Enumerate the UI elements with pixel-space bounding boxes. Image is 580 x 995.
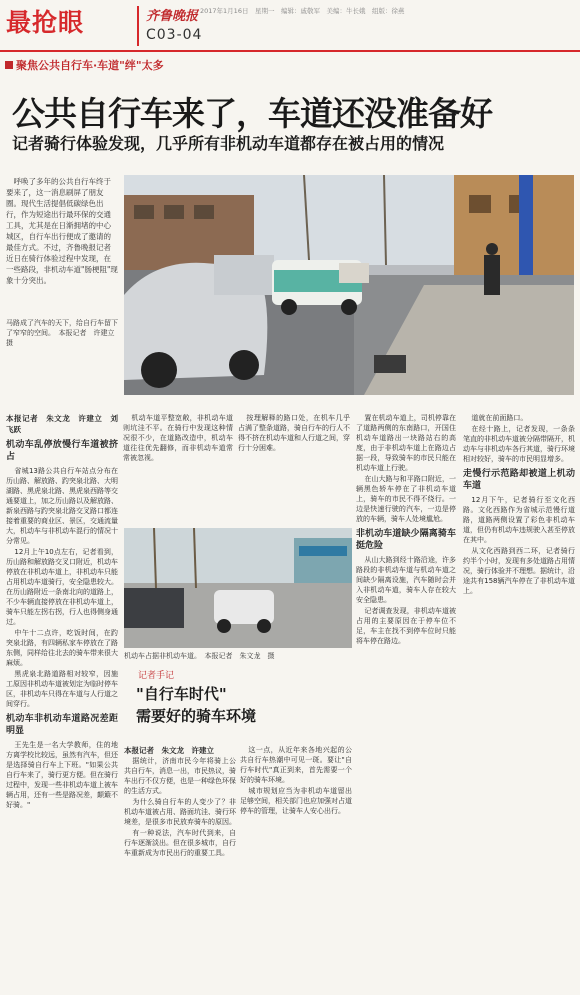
notes-tag: 记者手记	[138, 671, 175, 681]
article-column-5	[463, 413, 575, 993]
street-photo-main	[124, 175, 574, 395]
photo2-caption: 机动车占据非机动车道。 本报记者 朱文龙 摄	[124, 652, 275, 660]
section-title: 最抢眼	[6, 8, 85, 37]
headline: 公共自行车来了，车道还没准备好	[12, 94, 492, 133]
paragraph: 按理解释的路口处，在机车几乎占满了整条道路，骑自行车的行人不得不挤在机动车道和人行道之间，穿行十分困难。	[238, 414, 350, 452]
paragraph: 记者调查发现，非机动车道被占用的主要原因在于停车位不足，车主在找不到停车位时只能将车停在路边。	[356, 607, 456, 645]
notes-title-line1: "自行车时代"	[136, 685, 227, 703]
paragraph: 黑虎泉北路道路相对较窄，因施工原因非机动车道被划定为临时停车区，非机动车只得在车道与人行道之间穿行。	[6, 670, 118, 708]
section4-heading: 走慢行示范路却被道上机动车道	[463, 469, 575, 491]
paragraph: 12月上午10点左右，记者看到，历山路和解放路交叉口附近，机动车停放在非机动车道上，非机动车只能占用机动车道骑行，安全隐患较大。在历山路附近一条南北向的道路上，不少车辆直接停放在非机动车道上，骑车只能左拐右拐，行人也得侧身通过。	[6, 548, 118, 626]
notes-title-line2: 需要好的骑车环境	[136, 707, 257, 725]
street-photo-secondary	[124, 528, 352, 648]
paragraph: 从山大路到经十路沿途，许多路段的非机动车道与机动车道之间缺少隔离设施，汽车随时会并入非机动车道，骑车人存在较大安全隐患。	[356, 556, 456, 604]
section2-heading: 机动车非机动车道路况差距明显	[6, 714, 118, 736]
topic-line	[5, 57, 164, 73]
paragraph: 中午十二点许，吃饭时间，在趵突泉北路，有四辆私家车停放在了路东侧，同样给往北去的骑车带来很大麻烦。	[6, 629, 118, 667]
paragraph: 道就在前面路口。	[471, 414, 528, 422]
header-divider	[137, 6, 139, 46]
section3-heading: 非机动车道缺少隔离骑车挺危险	[356, 529, 456, 551]
article-column-3	[238, 413, 350, 523]
notes-column-1	[124, 745, 236, 993]
paragraph: 有一种说法，汽车时代到来，自行车逐渐淡出。但在很多城市，自行车重新成为市民出行的重要工具。	[124, 829, 236, 857]
paragraph: 为什么骑自行车的人变少了？非机动车道被占用、路面坑洼、骑行环境差，是很多市民放弃骑车的原因。	[124, 798, 236, 826]
paragraph: 从文化西路到西二环，记者骑行约半个小时，发现有多处道路占用情况，骑行体验并不理想。据统计，沿途共有158辆汽车停在了非机动车道上。	[463, 547, 575, 595]
paragraph: 省城13路公共自行车站点分布在历山路、解放路、趵突泉北路、大明湖路、黑虎泉北路、黑虎泉西路等交通要道上，加之历山路以及解放路、新泉西路与趵突泉北路交叉路口都连接着重要的商业区、景区，交通流量大，机动车与非机动车混行的情况十分常见。	[6, 467, 118, 545]
paragraph: 机动车道平整宽敞，非机动车道则坑洼不平。在骑行中发现这种情况很不少，在道路改造中，机动车道往往优先翻修，而非机动车道常常被忽视。	[123, 414, 233, 462]
lead-paragraph	[6, 176, 122, 412]
paragraph: 据统计，济南市民今年将骑上公共自行车，消息一出，市民热议，骑车出行不仅方便，也是一种绿色环保的生活方式。	[124, 757, 236, 795]
paragraph: 12月下午，记者骑行至文化西路。文化西路作为省城示范慢行道路，道路两侧设置了彩色非机动车道，但仍有机动车违规驶入甚至停放在其中。	[463, 496, 575, 544]
paragraph: 在经十路上，记者发现，一条条笔直的非机动车道被分隔带隔开，机动车与非机动车各行其道，骑行环境相对较好，骑车的市民明显增多。	[463, 425, 575, 463]
deck-subheadline: 记者骑行体验发现，几乎所有非机动车道都存在被占用的情况	[12, 134, 445, 153]
square-bullet-icon	[5, 61, 13, 69]
photo1-caption: 马路成了汽车的天下，给自行车留下了窄窄的空间。 本报记者 许建立 摄	[6, 319, 122, 347]
main-byline: 本报记者 朱文龙 许建立 刘飞跃	[6, 414, 118, 434]
paragraph: 城市规划应当为非机动车道留出足够空间，相关部门也应加强对占道停车的管理，让骑车人安心出行。	[240, 787, 352, 815]
newspaper-logo: 齐鲁晚报	[146, 9, 199, 24]
issue-meta: 2017年1月16日 星期一 编辑：戚敬军 美编：牛长娥 组版：徐燕	[200, 7, 405, 15]
article-column-1	[6, 413, 118, 993]
paragraph: 王先生是一名大学教师，住的地方离学校比较远，虽然有汽车，但还是选择骑自行车上下班。"如果公共自行车来了，骑行更方便。但在骑行过程中，发现一些非机动车道上被车辆占用，还有一些是路况差，颠簸不好骑。"	[6, 741, 118, 809]
topic-text: 聚焦公共自行车·车道"绊"太多	[16, 59, 164, 72]
reporter-notes	[124, 668, 352, 726]
article-column-2	[123, 413, 233, 523]
notes-byline: 本报记者 朱文龙 许建立	[124, 746, 214, 755]
parked-cars-illustration	[124, 528, 352, 648]
paragraph: 置在机动车道上，司机停靠在了道路两侧的东南路口，开国住机动车道路出一块路站右的高度，由于非机动车道上在路边占据一段，导致骑车的市民只能在机动车道上行驶。	[356, 414, 456, 472]
street-scene-illustration	[124, 175, 574, 395]
page-number: C03-04	[146, 27, 203, 43]
section1-heading: 机动车乱停放慢行车道被挤占	[6, 440, 118, 462]
notes-column-2	[240, 745, 352, 993]
paragraph: 在山大路与和平路口附近，一辆黑色轿车停在了非机动车道上，骑车的市民不得不绕行。一边是快速行驶的汽车，一边是停放的车辆，骑车人处境尴尬。	[356, 475, 456, 523]
paragraph: 这一点，从近年来各地兴起的公共自行车热潮中可见一斑。要让"自行车时代"真正到来，首先需要一个好的骑车环境。	[240, 746, 352, 784]
page-header	[0, 0, 580, 52]
lead-text: 呼唤了多年的公共自行车终于要来了，这一消息刷屏了朋友圈。现代生活提倡低碳绿色出行，作为短途出行最环保的交通工具，尤其是在日渐拥堵的中心城区，自行车出行便成了邀请的最佳方式。不过，齐鲁晚报记者近日在骑行体验过程中发现，在一些路段，非机动车道"肠梗阻"现象十分突出。	[6, 177, 118, 285]
article-column-4	[356, 413, 456, 993]
